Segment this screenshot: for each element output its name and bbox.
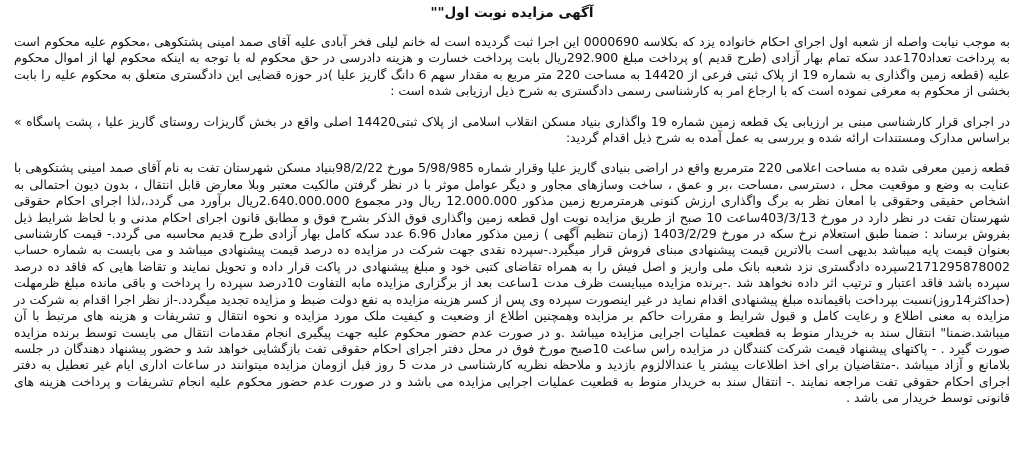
notice-paragraph-3: قطعه زمین معرفی شده به مساحت اعلامی 220 مترمربع واقع در اراضی بنیادی گاریز علیا وقرار شماره 5/98/985 مورخ 98/2/22بنیاد مسکن شهرستان تفت به نام آقای صمد امینی پشتکوهی با عنایت به وضع و موقعیت محل ، دسترسی ،مساحت ،بر و عمق ، ساخت وسازهای مجاور و دیگر عوامل موثر با در نظر گرفتن مالکیت معتبر وبلا معارض قابل انتقال ، بدون دیون احتمالی به اشخاص حقیقی وحقوقی با امعان نظر به برگ واگذاری ارزش کنونی هرمترمربع زمین مذکور 12.000.000 ریال ودر مجموع 2.640.000.000ریال برآورد می گردد.،لذا اجرای احکام حقوقی شهرستان تفت در نظر دارد در مورخ 403/3/13ساعت 10 صبح از طریق مزایده نوبت اول قطعه زمین واگذاری فوق الذکر بشرح فوق و مطابق قانون اجرای احکام مدنی و با لحاظ شرایط ذیل بفروش برساند : ضمنا طبق استعلام نرخ سکه در مورخ 1403/2/29 (زمان تنظیم آگهی ) زمین مذکور معادل 6.96 عدد سکه کامل بهار آزادی طرح قدیم محاسبه می گردد.- قیمت کارشناسی بعنوان قیمت پایه میباشد بدیهی است بالاترین قیمت پیشنهادی مبنای فروش قرار میگیرد.-سپرده نقدی جهت شرکت در مزایده ده درصد قیمت پیشنهادی میباشد و می بایست به شماره حساب 2171295878002سپرده دادگستری نزد شعبه بانک ملی واریز و اصل فیش را به همراه تقاضای کتبی خود و مبلغ پیشنهادی در پاکت قرار داده و تحویل نمایند و تقاضا هایی که فاقد ده درصد سپرده باشد فاقد اعتبار و ترتیب اثر داده نخواهد شد .-برنده مزایده میبایست ظرف مدت 1ساعت بعد از برگزاری مزایده مابه التفاوت 10درصد سپرده را پرداخت و باقی مانده مبلغ ظرمهلت (حداکثر14روز)نسبت بپرداخت باقیمانده مبلغ پیشنهادی اقدام نماید در غیر اینصورت سپرده وی پس از کسر هزینه مزایده به نفع دولت ضبط و مزایده تجدید میگردد.-از نظر اجرا اقدام به شرکت در مزایده به معنی اطلاع و رعایت کامل و قبول شرایط و مقررات حاکم بر مزایده وهمچنین اطلاع از وضعیت و کیفیت ملک مورد مزایده و نحوه انتقال و تشریفات و هزینه های مرتبط با آن میباشد.ضمنا" انتقال سند به خریدار منوط به قطعیت عملیات اجرایی مزایده میباشد .و در صورت عدم حضور محکوم علیه جهت پیگیری انجام مقدمات انتقال می بایست توسط برنده مزایده صورت گیرد . - پاکتهای پیشنهاد قیمت شرکت کنندگان در مزایده راس ساعت 10صبح مورخ فوق در محل دفتر اجرای احکام حقوقی تفت بازگشایی خواهد شد و حضور پیشنهاد دهندگان در جلسه بلامانع و آزاد میباشد .-متقاضیان برای اخذ اطلاعات بیشتر یا عندالالزوم بازدید و ملاحظه نظریه کارشناسی در مدت 5 روز قبل ازومان مزایده میتوانند در ساعات اداری ایام غیر تعطیل به دفتر اجرای احکام حقوقی تفت مراجعه نمایند .- انتقال سند به خریدار منوط به قطعیت عملیات اجرایی مزایده می باشد و در صورت عدم حضور محکوم علیه انجام تشریفات و پرداخت هزینه های قانونی توسط خریدار می باشد . [14, 160, 1011, 406]
notice-title: آگهی مزایده نوبت اول"" [430, 5, 594, 21]
notice-paragraph-1: به موجب نیابت واصله از شعبه اول اجرای احکام خانواده یزد که بکلاسه 0000690 این اجرا ثبت گردیده است له خانم لیلی فخر آبادی علیه آقای صمد امینی پشتکوهی ،محکوم علیه محکوم است به پرداخت تعداد170عدد سکه تمام بهار آزادی (طرح قدیم )و پرداخت مبلغ 292.900ریال بابت پرداخت خسارت و هزینه دادرسی در حق محکوم له با توجه به اینکه محکوم لها از اموال محکوم علیه (قطعه زمین واگذاری به شماره 19 از پلاک ثبتی فرعی از 14420 به مساحت 220 متر مربع به مقدار سهم 6 دانگ گاریز علیا )در حوزه قضایی این دادگستری متعلق به محکوم علیه را بابت بخشی از محکوم به معرفی نموده است که با ارجاع امر به کارشناسی رسمی دادگستری به شرح ذیل ارزیابی شده است : [14, 34, 1010, 99]
notice-paragraph-2: در اجرای قرار کارشناسی مبنی بر ارزیابی یک قطعه زمین شماره 19 واگذاری بنیاد مسکن انقلاب اسلامی از پلاک ثبتی14420 اصلی واقع در بخش گاریزات روستای گاریز علیا ، پشت پاسگاه » براساس مدارک ومستندات ارائه شده و بررسی به عمل آمده به شرح ذیل اقدام گردید: [14, 113, 1011, 146]
